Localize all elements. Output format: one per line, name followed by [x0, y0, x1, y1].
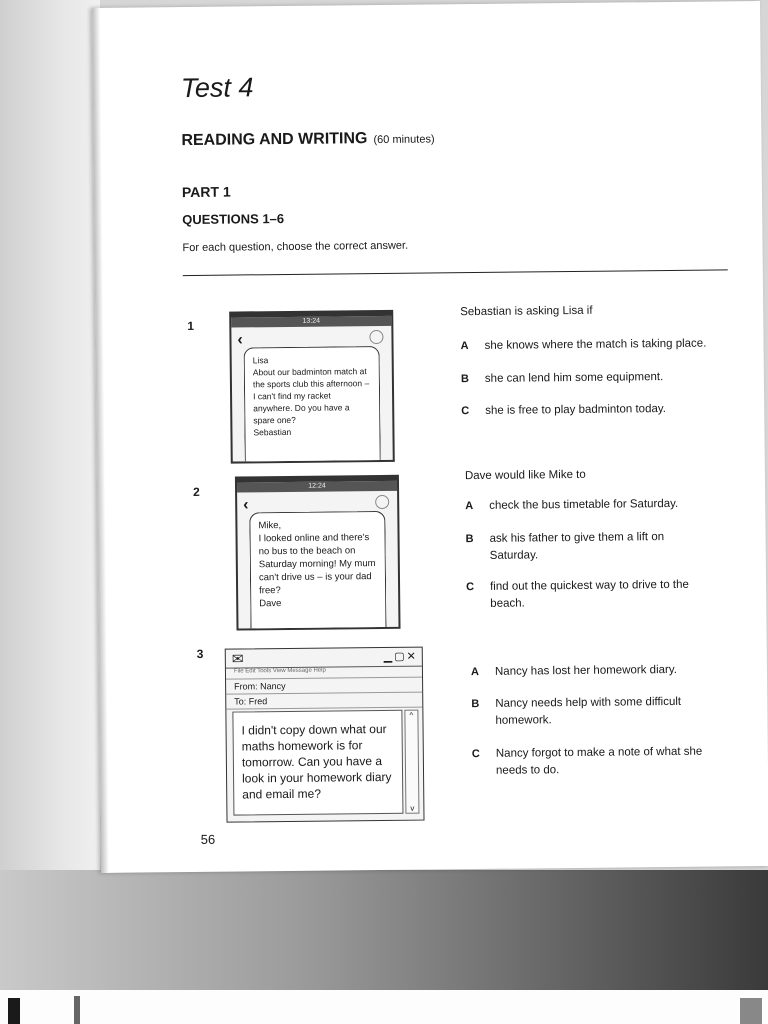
- email-window: [225, 647, 425, 823]
- email-scrollbar: [404, 710, 419, 814]
- option-letter: B: [460, 373, 469, 386]
- email-from: From: Nancy: [226, 678, 422, 695]
- answer-option: [460, 335, 740, 355]
- strip-mark: [740, 998, 762, 1024]
- part-title: PART 1: [181, 183, 231, 201]
- questions-range: QUESTIONS 1–6: [182, 211, 285, 228]
- scroll-down-icon: v: [410, 803, 415, 813]
- question-stem: Sebastian is asking Lisa if: [460, 304, 593, 319]
- option-letter: A: [470, 665, 479, 679]
- answer-option: [471, 662, 716, 682]
- option-letter: B: [471, 697, 480, 711]
- message-bubble: Lisa About our badminton match at the sports club this afternoon – I can't find my racket anywhere. Do you have a spare one? Sebastian: [244, 346, 381, 461]
- page-number: 56: [200, 831, 216, 847]
- envelope-icon: ✉: [231, 650, 244, 667]
- phone-message: [235, 475, 401, 631]
- phone-message: [229, 310, 395, 464]
- option-text: she knows where the match is taking place.: [484, 337, 707, 352]
- option-text: check the bus timetable for Saturday.: [489, 497, 679, 512]
- section-title: [181, 129, 434, 150]
- email-menu-bar: File Edit Tools View Message Help: [226, 667, 422, 680]
- option-text: find out the quickest way to drive to the beach.: [490, 578, 689, 610]
- option-text: she can lend him some equipment.: [484, 371, 664, 385]
- question-stem: Dave would like Mike to: [464, 468, 586, 483]
- answer-option: [472, 743, 734, 780]
- camera-icon: [375, 495, 389, 509]
- option-letter: A: [465, 500, 474, 513]
- background-left: [0, 0, 100, 990]
- question-number: 2: [193, 484, 200, 499]
- option-letter: C: [461, 405, 470, 418]
- option-text: ask his father to give them a lift on Saturday.: [489, 531, 665, 562]
- back-chevron-icon: ‹: [243, 496, 249, 514]
- message-bubble: Mike, I looked online and there's no bus to the beach on Saturday morning! My mum can't drive us – is your dad free? Dave: [249, 511, 386, 628]
- option-text: Nancy has lost her homework diary.: [494, 663, 677, 678]
- back-chevron-icon: ‹: [237, 331, 243, 349]
- test-title: Test 4: [180, 72, 254, 104]
- email-to: To: Fred: [226, 693, 422, 710]
- instruction: For each question, choose the correct answer.: [182, 239, 409, 255]
- answer-option: [466, 577, 711, 614]
- option-text: she is free to play badminton today.: [485, 403, 666, 417]
- email-titlebar: [226, 648, 422, 669]
- strip-mark: [74, 996, 80, 1024]
- background-table: [0, 870, 768, 990]
- scroll-up-icon: ^: [409, 710, 414, 720]
- option-letter: A: [460, 340, 469, 353]
- camera-icon: [369, 330, 383, 344]
- answer-option: [471, 694, 696, 730]
- section-title-text: READING AND WRITING: [181, 130, 368, 150]
- email-body: I didn't copy down what our maths homework is for tomorrow. Can you have a look in your homework diary and email me?: [232, 710, 403, 816]
- window-controls-icon: ▁▢✕: [383, 650, 418, 663]
- option-text: Nancy needs help with some difficult homework.: [495, 695, 682, 727]
- next-page-strip: [0, 990, 768, 1024]
- divider-rule: [183, 269, 728, 276]
- strip-mark: [8, 998, 20, 1024]
- question-number: 1: [187, 318, 195, 334]
- option-letter: B: [465, 533, 474, 546]
- question-number: 3: [196, 646, 204, 661]
- answer-option: [465, 529, 695, 565]
- answer-option: [461, 369, 706, 389]
- option-letter: C: [466, 581, 475, 594]
- answer-option: [465, 496, 710, 516]
- book-page: [92, 1, 768, 873]
- phone-status-bar: 13:24: [231, 316, 391, 328]
- option-text: Nancy forgot to make a note of what she needs to do.: [495, 745, 703, 777]
- section-duration: (60 minutes): [373, 133, 435, 147]
- answer-option: [461, 401, 706, 421]
- option-letter: C: [471, 747, 480, 761]
- phone-status-bar: 12:24: [237, 481, 397, 493]
